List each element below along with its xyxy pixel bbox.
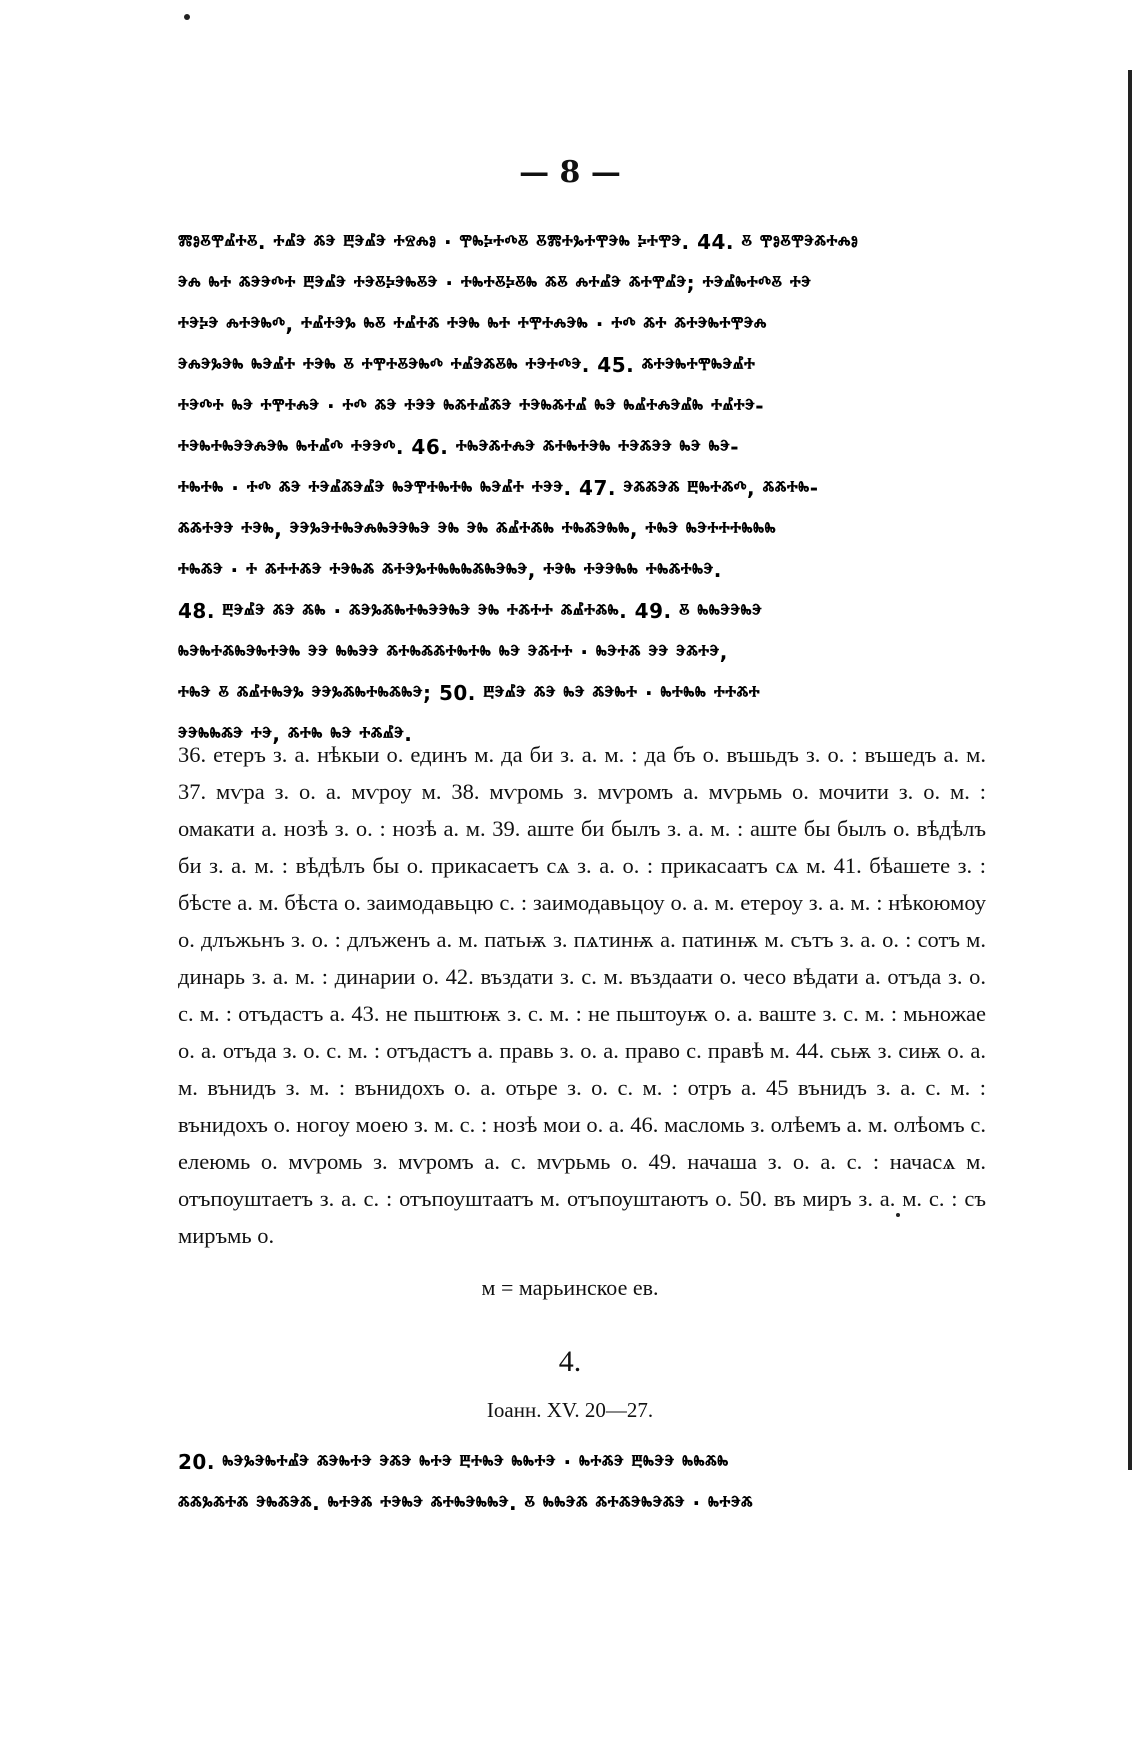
glagolitic-line: ⰵⰾⰵⰳⰵⰸ ⰸⰵⰼⰰ ⰰⰵⰸ ⰻ ⰰⰹⰰⰻⰵⰸⰴ ⰰⰼⰵⰶⰻⰸ ⰰⰵⰰⰴⰵ. 45. ⰶⰰⰵⰸⰰⰹⰸⰵⰼⰰ <box>178 353 756 377</box>
glagolitic-line: ⰰⰸⰵ ⰻ ⰶⰼⰰⰸⰵⰳ ⰵⰵⰳⰶⰸⰰⰸⰶⰸⰵ; 50. ⰱⰵⰼⰵ ⰶⰵ ⰸⰵ ⰶⰵⰸⰰ · ⰸⰰⰸⰸ ⰰⰰⰶⰰ <box>178 681 761 705</box>
glagolitic-line: ⰶⰶⰳⰶⰰⰶ ⰵⰸⰶⰵⰶ. ⰸⰰⰵⰶ ⰰⰵⰸⰵ ⰶⰰⰸⰵⰸⰸⰵ. ⰻ ⰸⰸⰵⰶ ⰶⰰⰶⰵⰸⰵⰶⰵ · ⰸⰰⰵⰶ <box>178 1491 754 1515</box>
glagolitic-text-block <box>178 222 986 755</box>
variant-readings-apparatus: 36. етеръ з. а. нѣкыи о. единъ м. да би з. а. м. : да бъ о. въшьдъ з. о. : въшедъ а. м. 37. мѵра з. о. а. мѵроу м. 38. мѵромь з. мѵромъ а. мѵрьмь о. мочити з. о. м. : омакати а. нозѣ з. о. : нозѣ а. м. 39. аште би былъ з. а. м. : аште бы былъ о. вѣдѣлъ би з. а. м. : вѣдѣлъ бы о. прикасаетъ сѧ з. а. о. : прикасаатъ сѧ м. 41. бѣашете з. : бѣсте а. м. бѣста о. заимодавьцю с. : заимодавьцоу о. а. м. етероу з. а. м. : нѣкоюмоу о. длъжьнъ з. о. : длъженъ а. м. патьѭ з. пѧтинѭ а. патинѭ м. сътъ з. а. о. : сотъ м. динарь з. а. м. : динарии о. 42. въздати з. с. м. въздаати о. чесо вѣдати а. отъда з. о. с. м. : отъдастъ а. 43. не пьштюѭ з. с. м. : не пьштоуѭ о. а. ваште з. с. м. : мьножае о. а. отъда з. о. с. м. : отъдастъ а. правь з. о. а. право с. правѣ м. 44. сьѭ з. сиѭ о. а. м. вънидъ з. м. : вънидохъ о. а. отьре з. о. с. м. : отръ а. 45 вънидъ з. а. с. м. : вънидохъ о. ногоу моею з. м. с. : нозѣ мои о. а. 46. масломь з. олѣемъ а. м. олѣомъ с. елеюмь о. мѵромь з. мѵромъ а. с. мѵрьмь о. 49. начаша з. о. а. с. : начасѧ м. отъпоуштаетъ з. а. с. : отъпоуштаатъ м. отъпоуштаютъ о. 50. въ миръ з. а. м. с. : съ миръмь о. <box>178 742 986 1248</box>
glagolitic-line: ⰰⰸⰶⰵ · ⰰ ⰶⰰⰰⰶⰵ ⰰⰵⰸⰶ ⰶⰰⰵⰳⰰⰸⰸⰸⰶⰸⰵⰸⰵ, ⰰⰵⰸ ⰰⰵⰵⰸⰸ ⰰⰸⰶⰰⰸⰵ. <box>178 558 722 582</box>
glagolitic-line: ⰸⰵⰸⰰⰶⰸⰵⰸⰰⰵⰸ ⰵⰵ ⰸⰸⰵⰵ ⰶⰰⰸⰶⰶⰰⰸⰰⰸ ⰸⰵ ⰵⰶⰰⰰ · ⰸⰵⰰⰶ ⰵⰵ ⰵⰶⰰⰵ, <box>178 640 728 664</box>
glagolitic-text-block-2 <box>178 1442 986 1542</box>
glagolitic-line: ⰵⰾ ⰸⰰ ⰶⰵⰵⰴⰰ ⰱⰵⰼⰵ ⰰⰵⰻⰽⰵⰸⰻⰵ · ⰰⰸⰰⰻⰽⰻⰸ ⰶⰻ ⰾⰰⰼⰵ ⰶⰰⰹⰼⰵ; ⰰⰵⰼⰸⰰⰴⰻ ⰰⰵ <box>178 271 812 295</box>
ink-speck <box>184 14 190 20</box>
glagolitic-line: ⰰⰵⰴⰰ ⰸⰵ ⰰⰹⰰⰾⰵ · ⰰⰴ ⰶⰵ ⰰⰵⰵ ⰸⰶⰰⰼⰶⰵ ⰰⰵⰸⰶⰰⰼ ⰸⰵ ⰸⰼⰰⰾⰵⰼⰸ ⰰⰼⰰⰵ- <box>178 394 765 418</box>
siglum-legend: м = марьинское ев. <box>481 1275 659 1300</box>
glagolitic-line: ⰰⰸⰰⰸ · ⰰⰴ ⰶⰵ ⰰⰵⰼⰶⰵⰼⰵ ⰸⰵⰹⰰⰸⰰⰸ ⰸⰵⰼⰰ ⰰⰵⰵ. 47. ⰵⰶⰶⰵⰶ ⰱⰸⰰⰶⰴ, ⰶⰶⰰⰸ- <box>178 476 819 500</box>
glagolitic-line: ⰰⰵⰸⰰⰸⰵⰵⰾⰵⰸ ⰸⰰⰼⰴ ⰰⰵⰵⰴ. 46. ⰰⰸⰵⰶⰰⰾⰵ ⰶⰰⰸⰰⰵⰸ ⰰⰵⰶⰵⰵ ⰸⰵ ⰸⰵ- <box>178 435 739 459</box>
page-number: — 8 — <box>519 155 621 190</box>
glagolitic-line: ⰵⰵⰸⰸⰶⰵ ⰰⰵ, ⰶⰰⰸ ⰸⰵ ⰰⰶⰼⰵ. <box>178 722 413 746</box>
section-reference: Іоанн. XV. 20—27. <box>486 1398 654 1422</box>
glagolitic-line: 20. ⰸⰵⰳⰵⰸⰰⰼⰵ ⰶⰵⰸⰰⰵ ⰵⰶⰵ ⰸⰰⰵ ⰱⰰⰸⰵ ⰸⰸⰰⰵ · ⰸⰰⰶⰵ ⰱⰸⰵⰵ ⰸⰸⰶⰸ <box>178 1450 729 1474</box>
glagolitic-line: ⰶⰶⰰⰵⰵ ⰰⰵⰸ, ⰵⰵⰳⰵⰰⰸⰵⰾⰸⰵⰵⰸⰵ ⰵⰸ ⰵⰸ ⰶⰼⰰⰶⰸ ⰰⰸⰶⰵⰸⰸ, ⰰⰸⰵ ⰸⰵⰰⰰⰰⰸⰸⰸ <box>178 517 777 541</box>
glagolitic-line: 48. ⰱⰵⰼⰵ ⰶⰵ ⰶⰸ · ⰶⰵⰳⰶⰸⰰⰸⰵⰵⰸⰵ ⰵⰸ ⰰⰶⰰⰰ ⰶⰼⰰⰶⰸ. 49. ⰻ ⰸⰸⰵⰵⰸⰵ <box>178 599 763 623</box>
section-number: 4. <box>558 1345 582 1378</box>
glagolitic-line: ⰿⱁⰻⰹⰼⰰⰻ. ⰰⰼⰵ ⰶⰵ ⰱⰵⰼⰵ ⰰⱄⰾⱁ · ⰹⰸⰽⰰⰴⰻ ⰻⰿⰰⰳⰰⰹⰵⰸ ⰽⰰⰹⰵ. 44. ⰻ ⰹⱁⰻⰹⰵⰶⰰⰾⱁ <box>178 230 859 254</box>
binding-edge-rule <box>1128 70 1132 1470</box>
glagolitic-line: ⰰⰵⰽⰵ ⰾⰰⰵⰸⰴ, ⰰⰼⰰⰵⰳ ⰸⰻ ⰰⰼⰰⰶ ⰰⰵⰸ ⰸⰰ ⰰⰹⰰⰾⰵⰸ · ⰰⰴ ⰶⰰ ⰶⰰⰵⰸⰰⰹⰵⰾ <box>178 312 767 336</box>
